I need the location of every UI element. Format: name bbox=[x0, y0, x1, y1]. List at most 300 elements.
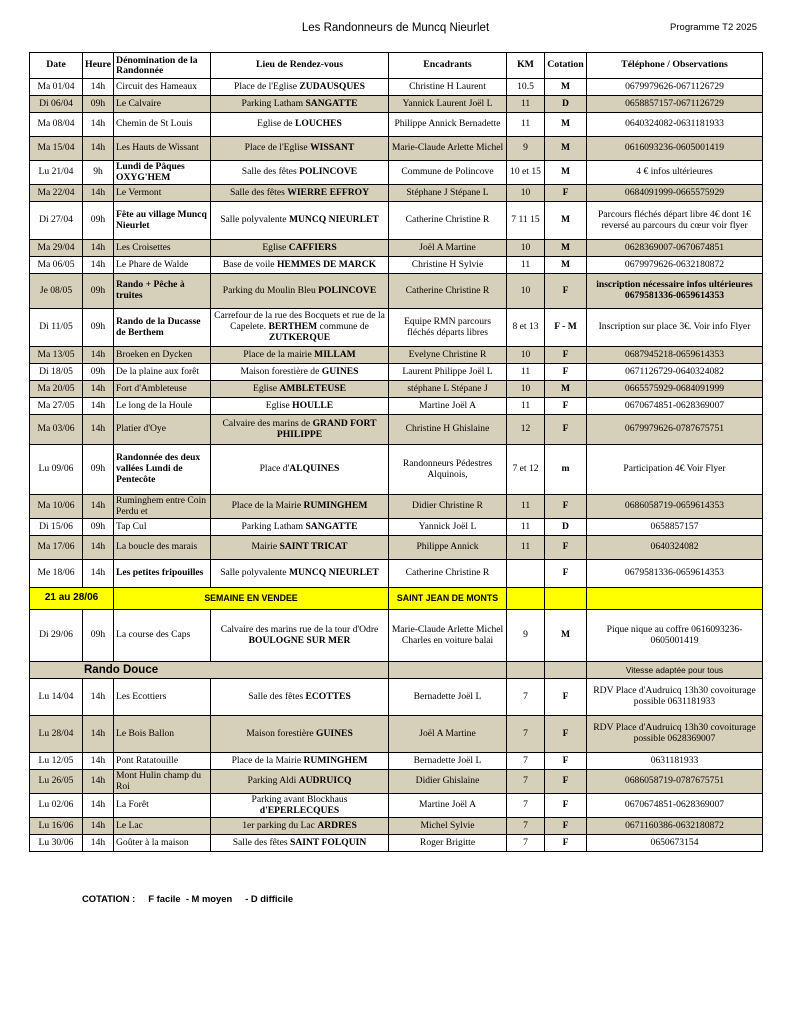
phone-notes-cell: 0650673154 bbox=[587, 835, 763, 852]
document-title: Les Randonneurs de Muncq Nieurlet bbox=[301, 22, 490, 34]
rendezvous-place: Eglise de bbox=[257, 118, 295, 130]
distance-cell: 10.5 bbox=[507, 79, 545, 96]
distance-cell: 7 bbox=[507, 818, 545, 835]
rendezvous-city: AUDRUICQ bbox=[298, 775, 352, 787]
difficulty-cell: M bbox=[545, 610, 587, 662]
phone-notes-cell: 0679979626-0787675751 bbox=[587, 415, 763, 445]
difficulty-cell: F - M bbox=[545, 309, 587, 347]
rendezvous-place: Salle des fêtes bbox=[241, 166, 300, 178]
distance-cell: 7 bbox=[507, 716, 545, 753]
rendezvous-cell bbox=[211, 185, 389, 202]
difficulty-cell: M bbox=[545, 381, 587, 398]
guides-cell: Marie-Claude Arlette Michel Charles en voiture balai bbox=[389, 610, 507, 662]
hike-name-cell: De la plaine aux forêt bbox=[114, 364, 211, 381]
distance-cell: 12 bbox=[507, 415, 545, 445]
hike-name-cell: Les Hauts de Wissant bbox=[114, 137, 211, 161]
rendezvous-city: ALQUINES bbox=[289, 463, 340, 475]
phone-notes-cell: 0679979626-0671126729 bbox=[587, 79, 763, 96]
table-row bbox=[30, 347, 763, 364]
difficulty-cell: M bbox=[545, 113, 587, 137]
difficulty-cell: F bbox=[545, 185, 587, 202]
rendezvous-city: BERTHEM bbox=[268, 321, 318, 333]
date-cell: Ma 08/04 bbox=[30, 113, 83, 137]
table-row bbox=[30, 137, 763, 161]
time-cell: 14h bbox=[83, 679, 114, 716]
rendezvous-city: ARDRES bbox=[317, 819, 357, 831]
rendezvous-cell bbox=[211, 445, 389, 495]
program-rows bbox=[30, 79, 763, 852]
section-note: Vitesse adaptée pour tous bbox=[587, 662, 763, 679]
rendezvous-cell bbox=[211, 716, 389, 753]
phone-notes-cell: 0671160386-0632180872 bbox=[587, 818, 763, 835]
table-row bbox=[30, 415, 763, 445]
rendezvous-cell bbox=[211, 240, 389, 257]
table-row bbox=[30, 240, 763, 257]
distance-cell: 7 bbox=[507, 794, 545, 818]
table-row bbox=[30, 519, 763, 536]
difficulty-cell: M bbox=[545, 257, 587, 274]
rendezvous-city: SAINT FOLQUIN bbox=[289, 836, 367, 848]
guides-cell: Laurent Philippe Joël L bbox=[389, 364, 507, 381]
phone-notes-cell: Pique nique au coffre 0616093236-0605001419 bbox=[587, 610, 763, 662]
rendezvous-city: GUINES bbox=[316, 727, 353, 739]
guides-cell: Joël A Martine bbox=[389, 716, 507, 753]
table-row bbox=[30, 610, 763, 662]
cotation-legend: COTATION : F facile - M moyen - D difficile bbox=[82, 893, 294, 904]
highlight-empty-cell bbox=[507, 588, 545, 610]
rendezvous-place: Mairie bbox=[251, 541, 280, 553]
table-row bbox=[30, 79, 763, 96]
rendezvous-city: RUMINGHEM bbox=[303, 500, 368, 512]
rendezvous-cell bbox=[211, 770, 389, 794]
time-cell: 14h bbox=[83, 794, 114, 818]
rendezvous-place: Salle des fêtes bbox=[232, 836, 290, 848]
guides-cell: Yannick Laurent Joël L bbox=[389, 96, 507, 113]
distance-cell: 10 bbox=[507, 240, 545, 257]
phone-notes-cell: RDV Place d'Audruicq 13h30 covoiturage possible 0631181933 bbox=[587, 679, 763, 716]
hike-name-cell: La course des Caps bbox=[114, 610, 211, 662]
table-row bbox=[30, 113, 763, 137]
time-cell: 14h bbox=[83, 770, 114, 794]
table-row bbox=[30, 257, 763, 274]
hike-name-cell: Fort d'Ambleteuse bbox=[114, 381, 211, 398]
phone-notes-cell: Parcours fléchés départ libre 4€ dont 1€ reversé au parcours du cœur voir flyer bbox=[587, 202, 763, 240]
rendezvous-city: SANGATTE bbox=[305, 97, 358, 109]
table-row bbox=[30, 495, 763, 519]
date-cell: Ma 29/04 bbox=[30, 240, 83, 257]
table-row bbox=[30, 536, 763, 560]
rendezvous-cell bbox=[211, 495, 389, 519]
phone-notes-cell: 0679581336-0659614353 bbox=[587, 560, 763, 588]
rendezvous-place: Carrefour de la rue des Bocquets et rue de la Capelete. bbox=[214, 310, 385, 333]
time-cell: 09h bbox=[83, 309, 114, 347]
guides-cell: Roger Brigitte bbox=[389, 835, 507, 852]
hike-name-cell: Mont Hulin champ du Roi bbox=[114, 770, 211, 794]
time-cell: 09h bbox=[83, 202, 114, 240]
phone-notes-cell: RDV Place d'Audruicq 13h30 covoiturage possible 0628369007 bbox=[587, 716, 763, 753]
difficulty-cell: F bbox=[545, 770, 587, 794]
difficulty-cell: M bbox=[545, 161, 587, 185]
distance-cell: 11 bbox=[507, 519, 545, 536]
difficulty-cell: F bbox=[545, 347, 587, 364]
rendezvous-cell bbox=[211, 835, 389, 852]
guides-cell: Joël A Martine bbox=[389, 240, 507, 257]
date-cell: Lu 16/06 bbox=[30, 818, 83, 835]
phone-notes-cell: 0628369007-0670674851 bbox=[587, 240, 763, 257]
distance-cell: 11 bbox=[507, 398, 545, 415]
date-cell: Ma 20/05 bbox=[30, 381, 83, 398]
date-cell: Di 06/04 bbox=[30, 96, 83, 113]
highlight-event: SEMAINE EN VENDEE bbox=[114, 588, 389, 610]
program-table bbox=[29, 52, 763, 852]
hike-name-cell: Circuit des Hameaux bbox=[114, 79, 211, 96]
time-cell: 09h bbox=[83, 96, 114, 113]
difficulty-cell: F bbox=[545, 398, 587, 415]
col-header-nom: Dénomination de la Randonnée bbox=[114, 53, 211, 79]
guides-cell: Catherine Christine R bbox=[389, 202, 507, 240]
time-cell: 14h bbox=[83, 495, 114, 519]
table-row bbox=[30, 679, 763, 716]
rendezvous-city: AMBLETEUSE bbox=[279, 382, 347, 394]
rendezvous-cell bbox=[211, 79, 389, 96]
rendezvous-place: Calvaire des marins de bbox=[222, 417, 313, 429]
date-cell: Je 08/05 bbox=[30, 274, 83, 309]
table-row bbox=[30, 445, 763, 495]
date-cell: Lu 12/05 bbox=[30, 753, 83, 770]
rendezvous-cell bbox=[211, 679, 389, 716]
col-header-lieu: Lieu de Rendez-vous bbox=[211, 53, 389, 79]
date-cell: Ma 22/04 bbox=[30, 185, 83, 202]
date-cell: Di 27/04 bbox=[30, 202, 83, 240]
date-cell: Ma 17/06 bbox=[30, 536, 83, 560]
date-cell: Di 18/05 bbox=[30, 364, 83, 381]
hike-name-cell: Les Ecottiers bbox=[114, 679, 211, 716]
date-cell: Ma 06/05 bbox=[30, 257, 83, 274]
date-cell: Ma 10/06 bbox=[30, 495, 83, 519]
time-cell: 14h bbox=[83, 560, 114, 588]
distance-cell: 7 bbox=[507, 835, 545, 852]
rendezvous-city: SAINT TRICAT bbox=[279, 541, 348, 553]
program-label: Programme T2 2025 bbox=[670, 22, 757, 33]
distance-cell: 10 bbox=[507, 347, 545, 364]
time-cell: 14h bbox=[83, 818, 114, 835]
hike-name-cell: Le Vermont bbox=[114, 185, 211, 202]
hike-name-cell: Broeken en Dycken bbox=[114, 347, 211, 364]
difficulty-cell: F bbox=[545, 274, 587, 309]
phone-notes-cell: 0687945218-0659614353 bbox=[587, 347, 763, 364]
time-cell: 14h bbox=[83, 240, 114, 257]
guides-cell: Christine H Sylvie bbox=[389, 257, 507, 274]
difficulty-cell: F bbox=[545, 495, 587, 519]
rendezvous-cell bbox=[211, 347, 389, 364]
phone-notes-cell: 0631181933 bbox=[587, 753, 763, 770]
rendezvous-place: Salle polyvalente bbox=[220, 214, 289, 226]
rendezvous-place: Place de la Mairie bbox=[231, 754, 304, 766]
distance-cell: 7 et 12 bbox=[507, 445, 545, 495]
date-cell: Lu 14/04 bbox=[30, 679, 83, 716]
distance-cell: 10 et 15 bbox=[507, 161, 545, 185]
rendezvous-cell bbox=[211, 415, 389, 445]
date-cell: Lu 09/06 bbox=[30, 445, 83, 495]
rendezvous-place: Base de voile bbox=[222, 258, 277, 270]
difficulty-cell: M bbox=[545, 79, 587, 96]
phone-notes-cell: 0686058719-0659614353 bbox=[587, 495, 763, 519]
date-cell: Di 15/06 bbox=[30, 519, 83, 536]
rendezvous-city: d'EPERLECQUES bbox=[259, 804, 340, 816]
rendezvous-cell bbox=[211, 257, 389, 274]
phone-notes-cell: 0658857157-0671126729 bbox=[587, 96, 763, 113]
time-cell: 09h bbox=[83, 274, 114, 309]
rendezvous-city: ECOTTES bbox=[305, 690, 351, 702]
difficulty-cell: F bbox=[545, 560, 587, 588]
time-cell: 14h bbox=[83, 536, 114, 560]
table-row bbox=[30, 753, 763, 770]
rendezvous-city: MUNCQ NIEURLET bbox=[288, 214, 379, 226]
rendezvous-city: GRAND FORT PHILIPPE bbox=[276, 417, 377, 440]
distance-cell: 7 11 15 bbox=[507, 202, 545, 240]
date-cell: Ma 27/05 bbox=[30, 398, 83, 415]
table-row bbox=[30, 364, 763, 381]
time-cell: 14h bbox=[83, 835, 114, 852]
rendezvous-cell bbox=[211, 161, 389, 185]
col-header-encadrants: Encadrants bbox=[389, 53, 507, 79]
rendezvous-cell bbox=[211, 536, 389, 560]
time-cell: 14h bbox=[83, 398, 114, 415]
hike-name-cell: Tap Cul bbox=[114, 519, 211, 536]
table-row bbox=[30, 770, 763, 794]
col-header-tel: Téléphone / Observations bbox=[587, 53, 763, 79]
rendezvous-place: Salle des fêtes bbox=[229, 186, 288, 198]
hike-name-cell: Fête au village Muncq Nieurlet bbox=[114, 202, 211, 240]
highlight-empty-cell bbox=[587, 588, 763, 610]
col-header-date: Date bbox=[30, 53, 83, 79]
hike-name-cell: Les petites fripouilles bbox=[114, 560, 211, 588]
time-cell: 09h bbox=[83, 519, 114, 536]
rendezvous-place: Eglise bbox=[265, 399, 293, 411]
distance-cell: 7 bbox=[507, 770, 545, 794]
rendezvous-place: Eglise bbox=[252, 382, 280, 394]
rendezvous-city: WIERRE EFFROY bbox=[287, 186, 370, 198]
section-empty-cell bbox=[389, 662, 507, 679]
date-cell: Ma 13/05 bbox=[30, 347, 83, 364]
hike-name-cell: Randonnée des deux vallées Lundi de Pentecôte bbox=[114, 445, 211, 495]
distance-cell: 10 bbox=[507, 381, 545, 398]
guides-cell: Catherine Christine R bbox=[389, 560, 507, 588]
rendezvous-place: Parking Latham bbox=[241, 520, 306, 532]
rendezvous-city: ZUDAUSQUES bbox=[299, 80, 365, 92]
guides-cell: Stéphane J Stépane L bbox=[389, 185, 507, 202]
hike-name-cell: Pont Ratatouille bbox=[114, 753, 211, 770]
table-row bbox=[30, 818, 763, 835]
rendezvous-city-secondary: ZUTKERQUE bbox=[268, 331, 331, 343]
hike-name-cell: Les Croisettes bbox=[114, 240, 211, 257]
hike-name-cell: Le Phare de Walde bbox=[114, 257, 211, 274]
highlight-date: 21 au 28/06 bbox=[30, 588, 114, 610]
hike-name-cell: Platier d'Oye bbox=[114, 415, 211, 445]
table-row bbox=[30, 161, 763, 185]
rendezvous-cell bbox=[211, 309, 389, 347]
section-empty-cell bbox=[507, 662, 545, 679]
time-cell: 14h bbox=[83, 137, 114, 161]
table-row bbox=[30, 835, 763, 852]
rendezvous-city: WISSANT bbox=[310, 142, 355, 154]
time-cell: 09h bbox=[83, 445, 114, 495]
rendezvous-place: Salle des fêtes bbox=[248, 690, 306, 702]
phone-notes-cell: 0616093236-0605001419 bbox=[587, 137, 763, 161]
difficulty-cell: F bbox=[545, 794, 587, 818]
time-cell: 14h bbox=[83, 113, 114, 137]
date-cell: Lu 02/06 bbox=[30, 794, 83, 818]
rendezvous-place: Place de la mairie bbox=[243, 348, 315, 360]
rendezvous-cell bbox=[211, 610, 389, 662]
difficulty-cell: D bbox=[545, 96, 587, 113]
difficulty-cell: F bbox=[545, 679, 587, 716]
rendezvous-cell bbox=[211, 398, 389, 415]
hike-name-cell: Ruminghem entre Coin Perdu et bbox=[114, 495, 211, 519]
distance-cell: 8 et 13 bbox=[507, 309, 545, 347]
hike-name-cell: La Forêt bbox=[114, 794, 211, 818]
guides-cell: Randonneurs Pédestres Alquinois, bbox=[389, 445, 507, 495]
time-cell: 14h bbox=[83, 185, 114, 202]
hike-name-cell: Rando de la Ducasse de Berthem bbox=[114, 309, 211, 347]
rendezvous-city: GUINES bbox=[321, 365, 359, 377]
guides-cell: Martine Joël A bbox=[389, 398, 507, 415]
hike-name-cell: Rando + Pêche à truites bbox=[114, 274, 211, 309]
table-row bbox=[30, 381, 763, 398]
rendezvous-city: SANGATTE bbox=[305, 520, 358, 532]
section-title: Rando Douce bbox=[30, 662, 389, 679]
rendezvous-place: Calvaire des marins rue de la tour d'Odre bbox=[220, 623, 379, 635]
rendezvous-place: Salle polyvalente bbox=[220, 567, 289, 579]
time-cell: 9h bbox=[83, 161, 114, 185]
date-cell: Lu 21/04 bbox=[30, 161, 83, 185]
guides-cell: Equipe RMN parcours fléchés départs libres bbox=[389, 309, 507, 347]
rendezvous-cell bbox=[211, 202, 389, 240]
hike-name-cell: Chemin de St Louis bbox=[114, 113, 211, 137]
guides-cell: Evelyne Christine R bbox=[389, 347, 507, 364]
phone-notes-cell: 0671126729-0640324082 bbox=[587, 364, 763, 381]
date-cell: Ma 15/04 bbox=[30, 137, 83, 161]
rendezvous-place: Place de l'Eglise bbox=[234, 80, 300, 92]
time-cell: 09h bbox=[83, 364, 114, 381]
rendezvous-cell bbox=[211, 137, 389, 161]
rendezvous-cell bbox=[211, 96, 389, 113]
guides-cell: Christine H Ghislaine bbox=[389, 415, 507, 445]
guides-cell: Didier Ghislaine bbox=[389, 770, 507, 794]
time-cell: 14h bbox=[83, 79, 114, 96]
rendezvous-city: MILLAM bbox=[314, 348, 356, 360]
rendezvous-place-suffix: commune de bbox=[317, 321, 369, 333]
rendezvous-place: 1er parking du Lac bbox=[242, 819, 318, 831]
table-row bbox=[30, 96, 763, 113]
guides-cell: Marie-Claude Arlette Michel bbox=[389, 137, 507, 161]
phone-notes-cell: Participation 4€ Voir Flyer bbox=[587, 445, 763, 495]
rendezvous-cell bbox=[211, 113, 389, 137]
date-cell: Lu 28/04 bbox=[30, 716, 83, 753]
phone-notes-cell: 0684091999-0665575929 bbox=[587, 185, 763, 202]
difficulty-cell: D bbox=[545, 519, 587, 536]
col-header-heure: Heure bbox=[83, 53, 114, 79]
phone-notes-cell: Inscription sur place 3€. Voir info Flyer bbox=[587, 309, 763, 347]
date-cell: Ma 01/04 bbox=[30, 79, 83, 96]
hike-name-cell: Le Calvaire bbox=[114, 96, 211, 113]
date-cell: Ma 03/06 bbox=[30, 415, 83, 445]
rendezvous-cell bbox=[211, 818, 389, 835]
guides-cell: Didier Christine R bbox=[389, 495, 507, 519]
phone-notes-cell: 0658857157 bbox=[587, 519, 763, 536]
distance-cell: 11 bbox=[507, 96, 545, 113]
rendezvous-city: POLINCOVE bbox=[318, 284, 377, 296]
time-cell: 14h bbox=[83, 347, 114, 364]
difficulty-cell: M bbox=[545, 202, 587, 240]
guides-cell: Commune de Polincove bbox=[389, 161, 507, 185]
distance-cell: 11 bbox=[507, 113, 545, 137]
phone-notes-cell: 0670674851-0628369007 bbox=[587, 794, 763, 818]
difficulty-cell: M bbox=[545, 240, 587, 257]
rendezvous-cell bbox=[211, 560, 389, 588]
table-row bbox=[30, 398, 763, 415]
rendezvous-cell bbox=[211, 381, 389, 398]
rendezvous-place: Place de la Mairie bbox=[231, 500, 304, 512]
table-row bbox=[30, 716, 763, 753]
time-cell: 14h bbox=[83, 415, 114, 445]
distance-cell: 11 bbox=[507, 536, 545, 560]
rendezvous-place: Maison forestière bbox=[246, 727, 316, 739]
date-cell: Di 29/06 bbox=[30, 610, 83, 662]
guides-cell: Philippe Annick bbox=[389, 536, 507, 560]
date-cell: Lu 26/05 bbox=[30, 770, 83, 794]
phone-notes-cell: 0679979626-0632180872 bbox=[587, 257, 763, 274]
table-row bbox=[30, 274, 763, 309]
guides-cell: Martine Joël A bbox=[389, 794, 507, 818]
rendezvous-place: Place d' bbox=[259, 463, 290, 475]
table-row bbox=[30, 185, 763, 202]
difficulty-cell: F bbox=[545, 716, 587, 753]
difficulty-cell: F bbox=[545, 536, 587, 560]
guides-cell: stéphane L Stépane J bbox=[389, 381, 507, 398]
phone-notes-cell: inscription nécessaire infos ultérieures 0679581336-0659614353 bbox=[587, 274, 763, 309]
guides-cell: Philippe Annick Bernadette bbox=[389, 113, 507, 137]
hike-name-cell: Le Bois Ballon bbox=[114, 716, 211, 753]
rendezvous-place: Place de l'Eglise bbox=[244, 142, 311, 154]
col-header-cotation: Cotation bbox=[545, 53, 587, 79]
table-row bbox=[30, 794, 763, 818]
guides-cell: Catherine Christine R bbox=[389, 274, 507, 309]
rendezvous-city: MUNCQ NIEURLET bbox=[288, 567, 379, 579]
difficulty-cell: F bbox=[545, 818, 587, 835]
difficulty-cell: F bbox=[545, 753, 587, 770]
difficulty-cell: F bbox=[545, 415, 587, 445]
guides-cell: Christine H Laurent bbox=[389, 79, 507, 96]
distance-cell: 7 bbox=[507, 679, 545, 716]
distance-cell bbox=[507, 560, 545, 588]
time-cell: 09h bbox=[83, 610, 114, 662]
rendezvous-city: RUMINGHEM bbox=[303, 754, 368, 766]
distance-cell: 10 bbox=[507, 274, 545, 309]
distance-cell: 7 bbox=[507, 753, 545, 770]
col-header-km: KM bbox=[507, 53, 545, 79]
date-cell: Me 18/06 bbox=[30, 560, 83, 588]
time-cell: 14h bbox=[83, 753, 114, 770]
hike-name-cell: Le Lac bbox=[114, 818, 211, 835]
distance-cell: 11 bbox=[507, 495, 545, 519]
rendezvous-cell bbox=[211, 364, 389, 381]
table-row bbox=[30, 560, 763, 588]
rendezvous-place: Maison forestière de bbox=[240, 365, 322, 377]
highlight-row bbox=[30, 588, 763, 610]
rendezvous-place: Parking Aldi bbox=[247, 775, 299, 787]
distance-cell: 10 bbox=[507, 185, 545, 202]
